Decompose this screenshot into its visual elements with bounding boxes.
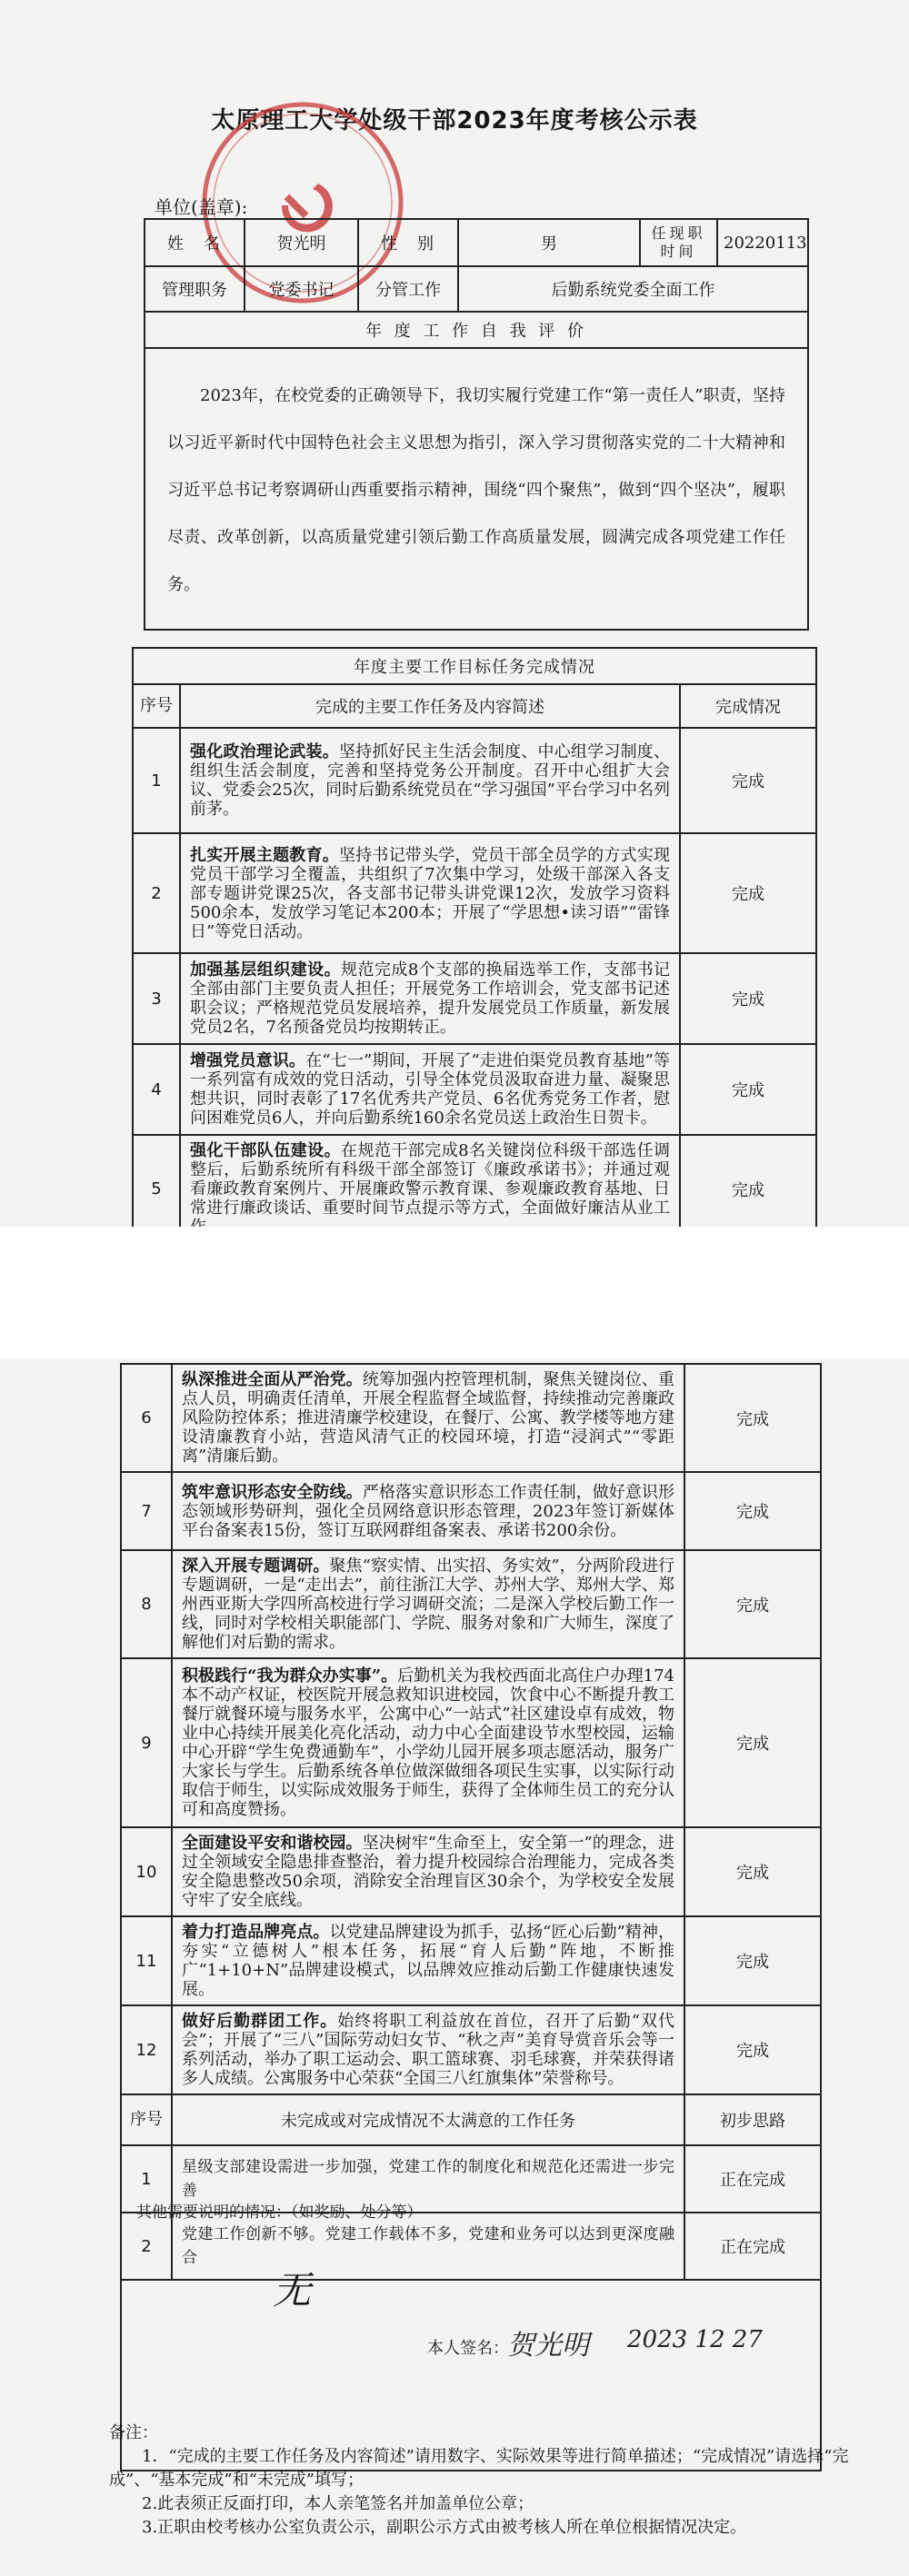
unfinished-col-plan: 初步思路 <box>684 2094 821 2145</box>
tasks-col-desc: 完成的主要工作任务及内容简述 <box>180 684 680 728</box>
task-num: 9 <box>121 1658 172 1827</box>
info-table <box>144 218 809 631</box>
task-desc: 筑牢意识形态安全防线。严格落实意识形态工作责任制，做好意识形态领域形势研判，强化全员网络意识形态管理，2023年签订新媒体平台备案表15份，签订互联网群组备案表、承诺书200余份。 <box>172 1472 684 1550</box>
table-row <box>121 2213 821 2280</box>
position-label: 管理职务 <box>145 266 245 312</box>
tasks-table-part2 <box>120 1363 822 2472</box>
table-row <box>133 953 816 1044</box>
unfinished-plan: 正在完成 <box>684 2213 821 2280</box>
signature-name: 贺光明 <box>507 2330 589 2362</box>
gender-label: 性 别 <box>358 219 458 266</box>
unit-label: 单位(盖章): <box>155 196 248 218</box>
table-row <box>121 1916 821 2005</box>
unfinished-col-seq: 序号 <box>121 2094 172 2145</box>
task-desc: 纵深推进全面从严治党。统筹加强内控管理机制，聚焦关键岗位、重点人员，明确责任清单，开展全程监督全域监督，持续推动完善廉政风险防控体系；推进清廉学校建设，在餐厅、公寓、教学楼等地方建设清廉教育小站，营造风清气正的校园环境，打造“浸润式”“零距离”清廉后勤。 <box>172 1364 684 1472</box>
task-status: 完成 <box>684 1827 821 1916</box>
task-status: 完成 <box>680 728 816 833</box>
task-desc: 做好后勤群团工作。始终将职工利益放在首位，召开了后勤“双代会”；开展了“三八”国际劳动妇女节、“秋之声”美育导赏音乐会等一系列活动，举办了职工运动会、职工篮球赛、羽毛球赛，并荣获得诸多人成绩。公寓服务中心荣获“全国三八红旗集体”荣誉称号。 <box>172 2005 684 2094</box>
task-status: 完成 <box>680 953 816 1044</box>
task-desc: 强化政治理论武装。坚持抓好民主生活会制度、中心组学习制度、组织生活会制度，完善和坚持党务公开制度。召开中心组扩大会议、党委会25次，同时后勤系统党员在“学习强国”平台学习中名列前茅。 <box>180 728 680 833</box>
unfinished-plan: 正在完成 <box>684 2145 821 2213</box>
unfinished-num: 1 <box>121 2145 172 2213</box>
name-label: 姓 名 <box>145 219 245 266</box>
task-desc: 积极践行“我为群众办实事”。后勤机关为我校西面北高住户办理174本不动产权证，校医院开展急救知识进校园，饮食中心不断提升教工餐厅就餐环境与服务水平，公寓中心“一站式”社区建设卓有成效，物业中心持续开展美化亮化活动，动力中心全面建设节水型校园，运输中心开辟“学生免费通勤车”，小学幼儿园开展多项志愿活动，服务广大家长与学生。后勤系统各单位做深做细各项民生实事，以实际行动取信于师生，以实际成效服务于师生，获得了全体师生员工的充分认可和高度赞扬。 <box>172 1658 684 1827</box>
tasks-col-status: 完成情况 <box>680 684 816 728</box>
task-num: 5 <box>133 1135 180 1243</box>
task-status: 完成 <box>680 833 816 953</box>
task-num: 4 <box>133 1044 180 1135</box>
task-num: 10 <box>121 1827 172 1916</box>
task-desc: 增强党员意识。在“七一”期间，开展了“走进伯渠党员教育基地”等一系列富有成效的党日活动，引导全体党员汲取奋进力量、凝聚思想共识，同时表彰了17名优秀共产党员、6名优秀党务工作者，慰问困难党员6人，并向后勤系统160余名党员送上政治生日贺卡。 <box>180 1044 680 1135</box>
task-desc: 深入开展专题调研。聚焦“察实情、出实招、务实效”，分两阶段进行专题调研，一是“走出去”，前往浙江大学、苏州大学、郑州大学、郑州西亚斯大学四所高校进行学习调研交流；二是深入学校后勤工作一线，同时对学校相关职能部门、学院、服务对象和广大师生，深度了解他们对后勤的需求。 <box>172 1550 684 1658</box>
gender-value: 男 <box>458 219 640 266</box>
task-num: 12 <box>121 2005 172 2094</box>
task-status: 完成 <box>684 1658 821 1827</box>
task-num: 8 <box>121 1550 172 1658</box>
unfinished-num: 2 <box>121 2213 172 2280</box>
tasks-col-seq: 序号 <box>133 684 180 728</box>
task-desc: 着力打造品牌亮点。以党建品牌建设为抓手，弘扬“匠心后勤”精神，夯实“立德树人”根本任务，拓展“育人后勤”阵地，不断推广“1+10+N”品牌建设模式，以品牌效应推动后勤工作健康快速发展。 <box>172 1916 684 2005</box>
page-gap <box>0 1227 909 1358</box>
table-row <box>133 833 816 953</box>
table-row <box>121 1472 821 1550</box>
self-eval-text: 2023年，在校党委的正确领导下，我切实履行党建工作“第一责任人”职责，坚持以习近平新时代中国特色社会主义思想为指引，深入学习贯彻落实党的二十大精神和习近平总书记考察调研山西重要指示精神，围绕“四个聚焦”，做到“四个坚决”，履职尽责、改革创新，以高质量党建引领后勤工作高质量发展，圆满完成各项党建工作任务。 <box>145 348 808 630</box>
task-status: 完成 <box>684 2005 821 2094</box>
task-desc: 扎实开展主题教育。坚持书记带头学，党员干部全员学的方式实现党员干部学习全覆盖，共组织了7次集中学习，处级干部深入各支部专题讲党课25次，各支部书记带头讲党课12次，发放学习资料500余本，发放学习笔记本200本；开展了“学思想•读习语”“雷锋日”等党日活动。 <box>180 833 680 953</box>
note-item: 2.此表须正反面打印，本人亲笔签名并加盖单位公章； <box>142 2494 534 2513</box>
task-status: 完成 <box>684 1916 821 2005</box>
tenure-label: 任现职时间 <box>640 219 717 266</box>
other-label: 其他需要说明的情况：（如奖励、处分等） <box>136 2203 423 2222</box>
table-row <box>121 1827 821 1916</box>
notes-title: 备注： <box>109 2423 158 2442</box>
task-status: 完成 <box>680 1135 816 1243</box>
table-row <box>133 728 816 833</box>
unfinished-desc: 党建工作创新不够。党建工作载体不多，党建和业务可以达到更深度融合 <box>172 2213 684 2280</box>
table-row <box>121 1550 821 1658</box>
notes <box>109 2422 873 2540</box>
tasks-section-header: 年度主要工作目标任务完成情况 <box>133 648 816 684</box>
unfinished-col-desc: 未完成或对完成情况不太满意的工作任务 <box>172 2094 684 2145</box>
signature-label: 本人签名： <box>427 2339 509 2358</box>
task-desc: 加强基层组织建设。规范完成8个支部的换届选举工作，支部书记全部由部门主要负责人担任；开展党务工作培训会，党支部书记述职会议；严格规范党员发展培养，提升发展党员工作质量，新发展党员2名，7名预备党员均按期转正。 <box>180 953 680 1044</box>
unfinished-desc: 星级支部建设需进一步加强，党建工作的制度化和规范化还需进一步完善 <box>172 2145 684 2213</box>
task-num: 2 <box>133 833 180 953</box>
table-row <box>121 1364 821 1472</box>
task-num: 3 <box>133 953 180 1044</box>
note-item: 1．“完成的主要工作任务及内容简述”请用数字、实际效果等进行简单描述；“完成情况”请选择“完成”、“基本完成”和“未完成”填写； <box>109 2447 849 2490</box>
task-status: 完成 <box>684 1364 821 1472</box>
task-num: 6 <box>121 1364 172 1472</box>
position-value: 党委书记 <box>245 266 358 312</box>
task-status: 完成 <box>680 1044 816 1135</box>
table-row <box>133 1044 816 1135</box>
task-desc: 全面建设平安和谐校园。坚决树牢“生命至上，安全第一”的理念，进过全领域安全隐患排查整治，着力提升校园综合治理能力，完成各类安全隐患整改50余项，消除安全治理盲区30余个，为学校安全发展守牢了安全底线。 <box>172 1827 684 1916</box>
task-num: 1 <box>133 728 180 833</box>
tenure-value: 20220113 <box>717 219 808 266</box>
tasks-table-part1 <box>132 647 817 1244</box>
table-row <box>121 1658 821 1827</box>
table-row <box>121 2005 821 2094</box>
other-value: 无 <box>273 2268 312 2312</box>
self-eval-header: 年 度 工 作 自 我 评 价 <box>145 312 808 348</box>
note-item: 3.正职由校考核办公室负责公示，副职公示方式由被考核人所在单位根据情况决定。 <box>142 2518 747 2537</box>
task-status: 完成 <box>684 1550 821 1658</box>
task-num: 11 <box>121 1916 172 2005</box>
work-value: 后勤系统党委全面工作 <box>458 266 808 312</box>
name-value: 贺光明 <box>245 219 358 266</box>
task-num: 7 <box>121 1472 172 1550</box>
task-desc: 强化干部队伍建设。在规范干部完成8名关键岗位科级干部选任调整后，后勤系统所有科级干部全部签订《廉政承诺书》；并通过观看廉政教育案例片、开展廉政警示教育课、参观廉政教育基地、日常进行廉政谈话、重要时间节点提示等方式，全面做好廉洁从业工 <box>180 1135 680 1243</box>
task-status: 完成 <box>684 1472 821 1550</box>
page-title: 太原理工大学处级干部2023年度考核公示表 <box>211 107 698 134</box>
work-label: 分管工作 <box>358 266 458 312</box>
signature-date: 2023 12 27 <box>627 2326 763 2353</box>
